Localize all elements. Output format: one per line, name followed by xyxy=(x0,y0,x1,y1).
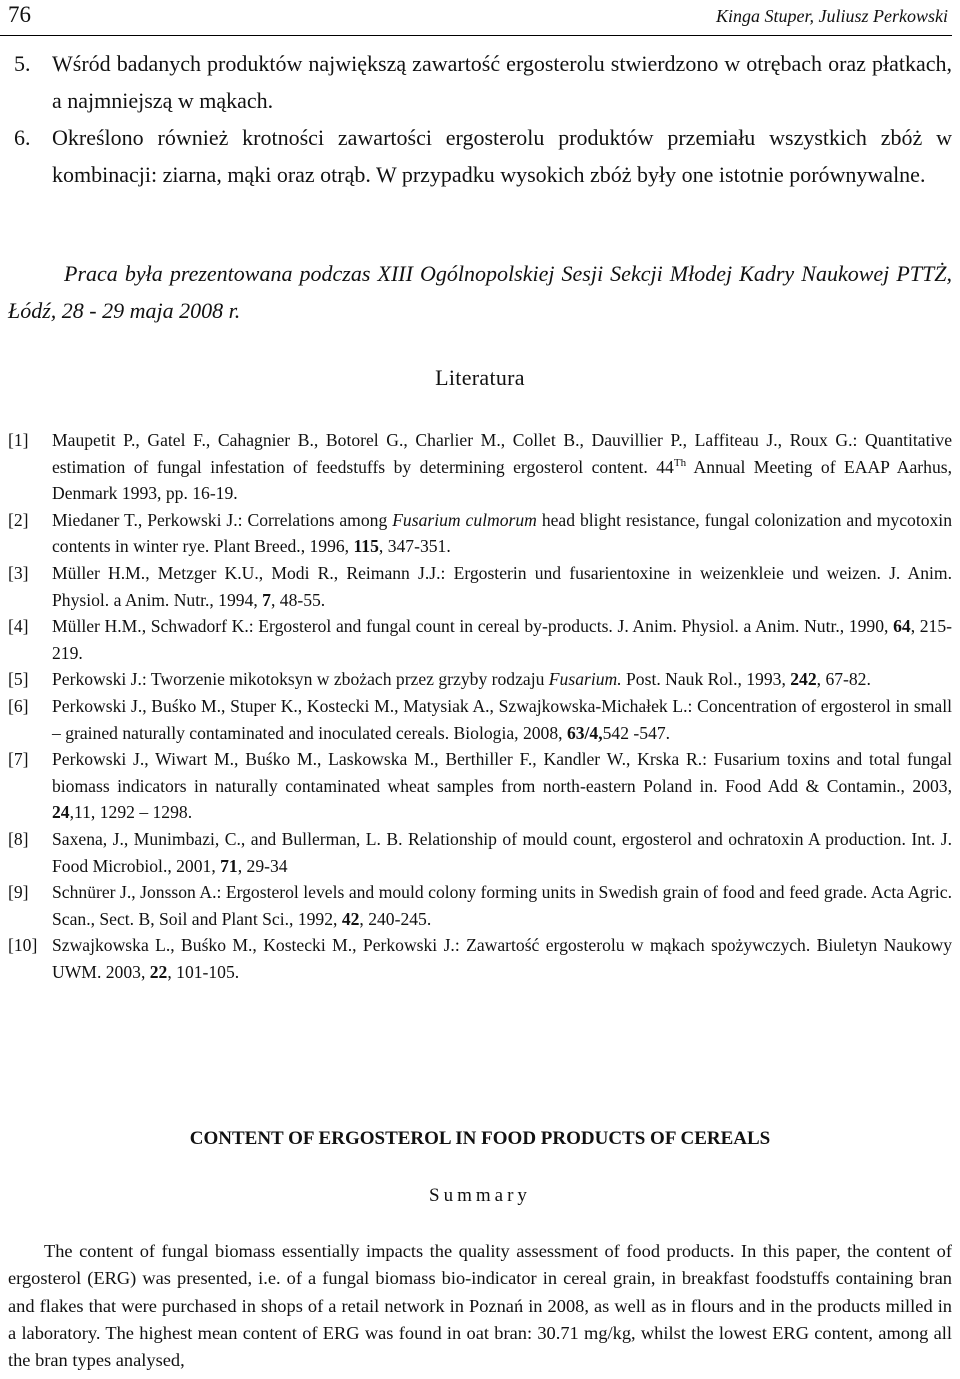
reference-text: Perkowski J., Wiwart M., Buśko M., Laskowska M., Berthiller F., Kandler W., Krska R.: Fusarium toxins and total fungal biomass indicators in naturally contaminated wheat samples from north-eastern Poland in. Food Add & Contamin., 2003, xyxy=(52,749,952,796)
reference-number: [9] xyxy=(8,882,29,903)
reference-text: Fusarium culmorum xyxy=(392,509,537,530)
conclusion-item-5 xyxy=(14,45,952,119)
summary-heading: Summary xyxy=(429,1185,531,1206)
reference-text: , 67-82. xyxy=(816,669,871,690)
reference-text: Müller H.M., Schwadorf K.: Ergosterol and fungal count in cereal by-products. J. Anim. Physiol. a Anim. Nutr., 1990, xyxy=(52,616,894,637)
reference-item xyxy=(8,560,952,613)
reference-number: [3] xyxy=(8,562,29,583)
reference-text: Müller H.M., Metzger K.U., Modi R., Reimann J.J.: Ergosterin und fusarientoxine in weizenkleie und weizen. J. Anim. Physiol. a Anim. Nutr., 1994, xyxy=(52,562,952,610)
reference-text: ,11, 1292 – 1298. xyxy=(69,802,193,823)
reference-text: , 240-245. xyxy=(359,908,432,929)
english-title: CONTENT OF ERGOSTEROL IN FOOD PRODUCTS OF CEREALS xyxy=(189,1128,771,1149)
conclusion-text: Wśród badanych produktów największą zawartość ergosterolu stwierdzono w otrębach oraz płatkach, a najmniejszą w mąkach. xyxy=(52,51,952,113)
reference-text: , 29-34 xyxy=(237,855,288,876)
conclusion-number: 5. xyxy=(14,51,31,76)
reference-text: 42 xyxy=(341,908,360,929)
conference-note: Praca była prezentowana podczas XIII Ogólnopolskiej Sesji Sekcji Młodej Kadry Naukowej PTTŻ, Łódź, 28 - 29 maja 2008 r. xyxy=(8,261,952,323)
page-header xyxy=(0,0,952,36)
reference-text: Schnürer J., Jonsson A.: Ergosterol levels and mould colony forming units in Swedish grain of food and feed grade. Acta Agric. Scan., Sect. B, Soil and Plant Sci., 1992, xyxy=(52,882,952,929)
reference-text: 242 xyxy=(790,669,817,690)
reference-item xyxy=(8,826,952,879)
reference-number: [5] xyxy=(8,669,29,690)
reference-item xyxy=(8,693,952,746)
reference-text: 542 -547. xyxy=(602,722,671,743)
reference-number: [1] xyxy=(8,430,29,450)
reference-text: 7 xyxy=(262,589,271,610)
reference-text: 24 xyxy=(52,802,70,823)
reference-text: Perkowski J., Buśko M., Stuper K., Kostecki M., Matysiak A., Szwajkowska-Michałek L.: Concentration of ergosterol in small – grained naturally contaminated and inoculated cereals. Biologia, 2008, xyxy=(52,695,952,743)
reference-number: [2] xyxy=(8,509,29,530)
running-head-authors: Kinga Stuper, Juliusz Perkowski xyxy=(716,6,948,26)
reference-text: , 48-55. xyxy=(270,589,326,610)
reference-text: Th xyxy=(673,456,687,469)
reference-item xyxy=(8,666,952,693)
reference-item xyxy=(8,879,952,932)
reference-item xyxy=(8,932,952,985)
reference-text: Szwajkowska L., Buśko M., Kostecki M., Perkowski J.: Zawartość ergosterolu w mąkach spożywczych. Biuletyn Naukowy UWM. 2003, xyxy=(52,935,952,982)
page-number: 76 xyxy=(8,2,31,27)
reference-number: [8] xyxy=(8,828,29,849)
reference-text: Miedaner T., Perkowski J.: Correlations among xyxy=(52,509,393,530)
reference-text: 22 xyxy=(149,961,168,982)
reference-text: 71 xyxy=(220,855,238,876)
conclusion-item-6 xyxy=(14,119,952,193)
literature-heading: Literatura xyxy=(435,365,525,390)
reference-number: [7] xyxy=(8,749,29,770)
conclusion-text: Określono również krotności zawartości ergosterolu produktów przemiału wszystkich zbóż w kombinacji: ziarna, mąki oraz otrąb. W przypadku wysokich zbóż były one istotnie porównywalne. xyxy=(52,125,952,187)
reference-text: , 347-351. xyxy=(378,536,451,557)
reference-text: Perkowski J.: Tworzenie mikotoksyn w zbożach przez grzyby rodzaju xyxy=(52,669,549,690)
reference-list xyxy=(8,427,952,985)
reference-text: 115 xyxy=(353,536,379,557)
reference-text: Annual Meeting of EAAP Aarhus, Denmark 1993, pp. 16-19. xyxy=(52,456,952,504)
reference-item xyxy=(8,507,952,560)
reference-item xyxy=(8,613,952,666)
reference-text: 64 xyxy=(893,616,911,637)
reference-number: [10] xyxy=(8,935,38,956)
reference-text: , 215-219. xyxy=(52,616,953,663)
reference-text: head blight resistance, fungal colonization and mycotoxin contents in winter rye. Plant Breed., 1996, xyxy=(52,509,952,557)
reference-text: Fusarium. xyxy=(548,669,622,690)
conclusion-number: 6. xyxy=(14,125,31,150)
reference-number: [6] xyxy=(8,695,29,716)
reference-text: , 101-105. xyxy=(167,961,240,982)
reference-item xyxy=(8,746,952,826)
summary-paragraph: The content of fungal biomass essentially impacts the quality assessment of food products. In this paper, the content of ergosterol (ERG) was presented, i.e. of a fungal biomass bio-indicator in cereal grain, in breakfast foodstuffs containing bran and flakes that were purchased in shops of a retail network in Poznań in 2008, as well as in flours and in the products milled in a laboratory. The highest mean content of ERG was found in oat bran: 30.71 mg/kg, whilst the lowest ERG content, among all the bran types analysed, xyxy=(8,1241,952,1371)
reference-item xyxy=(8,427,952,507)
reference-text: 63/4, xyxy=(566,722,603,743)
reference-text: Saxena, J., Munimbazi, C., and Bullerman, L. B. Relationship of mould count, ergosterol and ochratoxin A production. Int. J. Food Microbiol., 2001, xyxy=(52,828,952,876)
reference-text: Post. Nauk Rol., 1993, xyxy=(621,669,791,690)
reference-number: [4] xyxy=(8,616,29,637)
reference-text: Maupetit P., Gatel F., Cahagnier B., Botorel G., Charlier M., Collet B., Dauvillier P., Laffiteau J., Roux G.: Quantitative estimation of fungal infestation of feedstuffs by determining ergosterol content. 44 xyxy=(52,430,952,477)
